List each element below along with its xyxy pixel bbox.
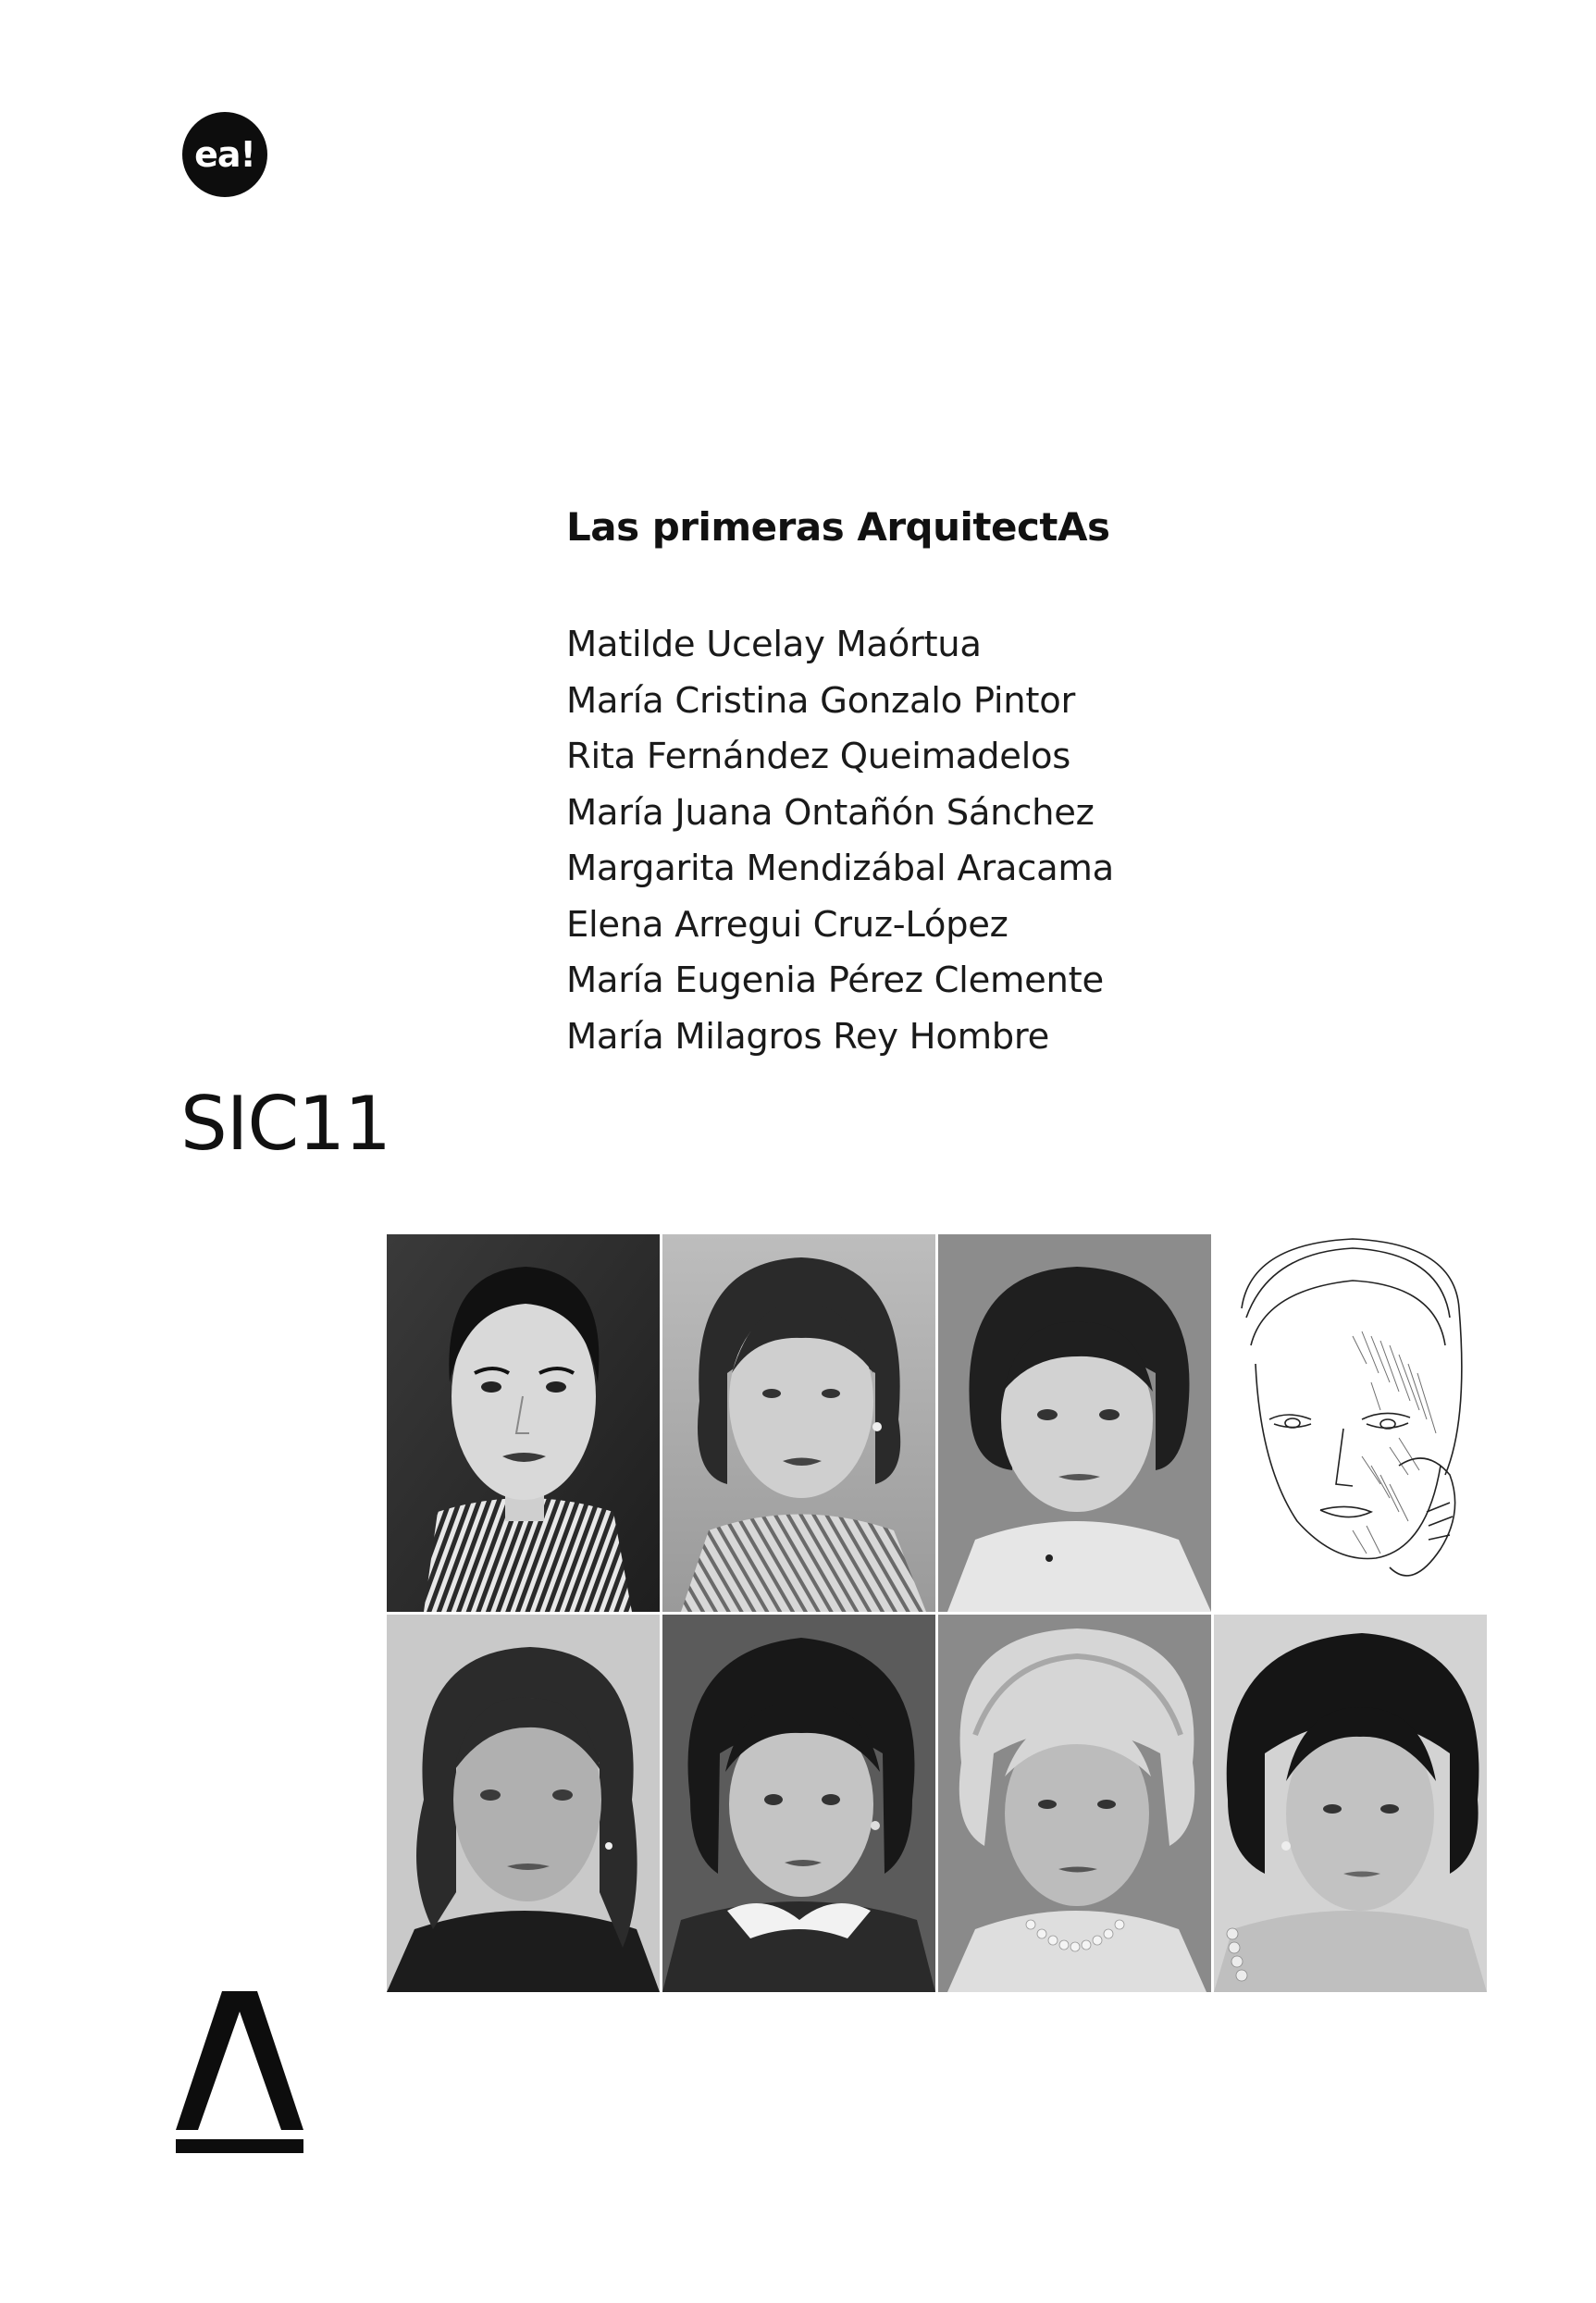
portrait-photo [387, 1234, 660, 1612]
author-list [566, 617, 1114, 1065]
author-name: Rita Fernández Queimadelos [566, 736, 1071, 777]
author-name: María Juana Ontañón Sánchez [566, 791, 1095, 834]
author-name: María Milagros Rey Hombre [566, 1015, 1049, 1058]
series-code: SIC11 [180, 1081, 391, 1167]
portrait-photo [662, 1234, 935, 1612]
publisher-logo [182, 112, 267, 197]
author-name: María Eugenia Pérez Clemente [566, 960, 1104, 1001]
portrait-photo [938, 1615, 1211, 1992]
portrait-grid [387, 1234, 1486, 1992]
publisher-logo-text: ea! [194, 134, 255, 175]
portrait-photo [662, 1615, 935, 1992]
author-name: Matilde Ucelay Maórtua [566, 624, 982, 665]
portrait-photo [938, 1234, 1211, 1612]
publisher-a-logo [176, 1991, 303, 2153]
author-name: Margarita Mendizábal Aracama [566, 848, 1114, 889]
book-title: Las primeras ArquitectAs [566, 504, 1110, 550]
portrait-photo [1214, 1615, 1487, 1992]
author-name: Elena Arregui Cruz-López [566, 903, 1008, 946]
author-name: María Cristina Gonzalo Pintor [566, 679, 1075, 722]
portrait-photo [387, 1615, 660, 1992]
portrait-sketch [1214, 1234, 1487, 1612]
